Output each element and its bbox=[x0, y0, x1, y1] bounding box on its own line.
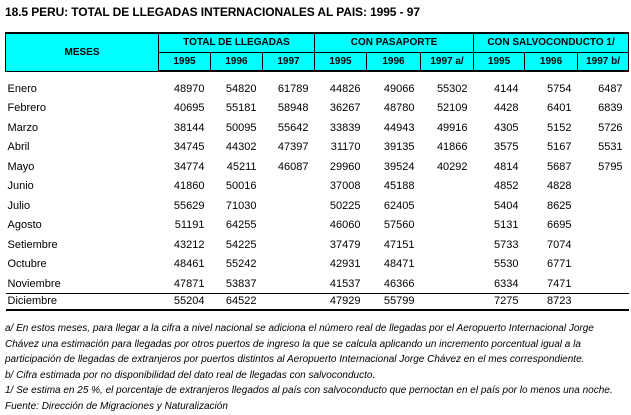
page-title: 18.5 PERU: TOTAL DE LLEGADAS INTERNACIONALES AL PAIS: 1995 - 97 bbox=[5, 5, 420, 19]
value-cell bbox=[578, 196, 629, 216]
value-cell: 36267 bbox=[329, 102, 361, 115]
arrivals-table bbox=[5, 32, 629, 311]
value-cell: 7074 bbox=[547, 238, 572, 251]
value-cell: 43212 bbox=[173, 238, 205, 251]
year-header: 1996 bbox=[525, 52, 578, 71]
value-cell bbox=[263, 177, 315, 197]
table-row bbox=[6, 235, 629, 255]
value-cell: 6695 bbox=[547, 219, 572, 232]
value-cell bbox=[578, 177, 629, 197]
value-cell: 52109 bbox=[436, 102, 468, 115]
value-cell: 41866 bbox=[436, 141, 468, 154]
value-cell: 62405 bbox=[383, 199, 415, 212]
value-cell: 33839 bbox=[329, 121, 361, 134]
footnotes bbox=[5, 321, 631, 415]
value-cell: 34774 bbox=[173, 160, 205, 173]
table-row bbox=[6, 216, 629, 236]
year-header: 1997 bbox=[263, 52, 315, 71]
month-cell: Agosto bbox=[7, 219, 42, 232]
footnote-line: 1/ Se estima en 25 %, el porcentaje de extranjeros llegados al país con salvoconducto que pernoctan en el país por lo menos una noche. bbox=[5, 385, 613, 397]
value-cell bbox=[578, 274, 629, 294]
value-cell: 5131 bbox=[494, 219, 519, 232]
table-row bbox=[6, 177, 629, 197]
value-cell: 45188 bbox=[383, 180, 415, 193]
year-header: 1995 bbox=[315, 52, 367, 71]
table-row bbox=[6, 138, 629, 158]
value-cell: 55242 bbox=[225, 258, 257, 271]
value-cell bbox=[263, 196, 315, 216]
value-cell: 6487 bbox=[598, 82, 623, 95]
group-header-con-salvoconducto: CON SALVOCONDUCTO 1/ bbox=[474, 33, 629, 52]
value-cell bbox=[578, 294, 629, 310]
value-cell bbox=[578, 216, 629, 236]
value-cell: 55799 bbox=[367, 294, 421, 310]
value-cell bbox=[421, 196, 474, 216]
value-cell: 58948 bbox=[277, 102, 309, 115]
value-cell: 29960 bbox=[329, 160, 361, 173]
meses-header: MESES bbox=[6, 33, 159, 71]
value-cell: 4828 bbox=[547, 180, 572, 193]
value-cell: 46366 bbox=[383, 277, 415, 290]
month-cell: Abril bbox=[7, 141, 30, 154]
value-cell: 46087 bbox=[277, 160, 309, 173]
value-cell: 41537 bbox=[329, 277, 361, 290]
value-cell bbox=[263, 235, 315, 255]
value-cell: 48461 bbox=[173, 258, 205, 271]
year-header: 1995 bbox=[159, 52, 211, 71]
value-cell: 47871 bbox=[173, 277, 205, 290]
value-cell: 51191 bbox=[174, 219, 205, 232]
value-cell: 4144 bbox=[494, 82, 519, 95]
value-cell: 49916 bbox=[436, 121, 468, 134]
value-cell: 54225 bbox=[225, 238, 257, 251]
value-cell: 55642 bbox=[277, 121, 309, 134]
value-cell: 40695 bbox=[173, 102, 205, 115]
month-cell: Setiembre bbox=[7, 238, 58, 251]
month-cell: Junio bbox=[7, 180, 34, 193]
value-cell: 8625 bbox=[547, 199, 572, 212]
value-cell: 50225 bbox=[329, 199, 361, 212]
year-header: 1995 bbox=[474, 52, 525, 71]
value-cell: 54820 bbox=[225, 82, 257, 95]
value-cell: 48780 bbox=[383, 102, 415, 115]
value-cell bbox=[578, 255, 629, 275]
value-cell: 5404 bbox=[494, 199, 519, 212]
value-cell bbox=[421, 235, 474, 255]
month-cell: Mayo bbox=[7, 160, 35, 173]
month-cell: Enero bbox=[7, 82, 37, 95]
month-cell: Julio bbox=[7, 199, 31, 212]
value-cell bbox=[263, 255, 315, 275]
value-cell: 37008 bbox=[329, 180, 361, 193]
value-cell: 50016 bbox=[225, 180, 257, 193]
value-cell bbox=[263, 294, 315, 310]
month-cell: Febrero bbox=[7, 102, 47, 115]
value-cell: 5754 bbox=[547, 82, 572, 95]
table-row bbox=[6, 118, 629, 138]
footnote-line: b/ Cifra estimada por no disponibilidad del dato real de llegadas con salvoconducto. bbox=[5, 369, 376, 381]
value-cell: 37479 bbox=[329, 238, 361, 251]
footnote-line: Chávez una estimación para llegadas por otros puertos de ingreso la que se calcula aplicando un incremento porcentual igual a la bbox=[5, 338, 581, 350]
value-cell: 45211 bbox=[226, 160, 257, 173]
value-cell: 8723 bbox=[525, 294, 578, 310]
value-cell: 7275 bbox=[474, 294, 525, 310]
year-header: 1996 bbox=[367, 52, 421, 71]
value-cell: 41860 bbox=[173, 180, 205, 193]
value-cell: 38144 bbox=[173, 121, 205, 134]
table-row bbox=[6, 157, 629, 177]
footnote-line: Fuente: Dirección de Migraciones y Naturalización bbox=[5, 400, 228, 412]
value-cell: 5530 bbox=[494, 258, 519, 271]
value-cell: 64522 bbox=[211, 294, 263, 310]
value-cell: 4305 bbox=[494, 121, 519, 134]
value-cell: 50095 bbox=[225, 121, 257, 134]
value-cell: 5167 bbox=[547, 141, 572, 154]
table-row bbox=[6, 196, 629, 216]
value-cell: 5795 bbox=[598, 160, 623, 173]
value-cell: 57560 bbox=[383, 219, 415, 232]
year-header: 1996 bbox=[211, 52, 263, 71]
value-cell: 4814 bbox=[494, 160, 519, 173]
value-cell: 5733 bbox=[494, 238, 519, 251]
value-cell: 55302 bbox=[436, 82, 468, 95]
value-cell: 7471 bbox=[547, 277, 572, 290]
value-cell bbox=[421, 177, 474, 197]
value-cell bbox=[421, 274, 474, 294]
table-row bbox=[6, 294, 629, 310]
value-cell: 4852 bbox=[494, 180, 519, 193]
value-cell: 49066 bbox=[383, 82, 415, 95]
value-cell: 39524 bbox=[383, 160, 415, 173]
value-cell: 6771 bbox=[547, 258, 572, 271]
year-header: 1997 a/ bbox=[421, 52, 474, 71]
month-cell: Octubre bbox=[7, 258, 47, 271]
value-cell bbox=[421, 294, 474, 310]
month-cell: Diciembre bbox=[6, 294, 159, 310]
value-cell: 55629 bbox=[173, 199, 205, 212]
value-cell: 5726 bbox=[598, 121, 623, 134]
value-cell bbox=[421, 216, 474, 236]
value-cell: 4428 bbox=[494, 102, 519, 115]
value-cell: 39135 bbox=[383, 141, 415, 154]
value-cell: 34745 bbox=[173, 141, 205, 154]
group-header-con-pasaporte: CON PASAPORTE bbox=[315, 33, 474, 52]
value-cell: 5687 bbox=[547, 160, 572, 173]
group-header-total-llegadas: TOTAL DE LLEGADAS bbox=[159, 33, 315, 52]
table-row bbox=[6, 255, 629, 275]
value-cell: 5152 bbox=[547, 121, 572, 134]
value-cell bbox=[421, 255, 474, 275]
value-cell: 61789 bbox=[277, 82, 309, 95]
table-header bbox=[6, 33, 629, 71]
value-cell bbox=[263, 274, 315, 294]
value-cell bbox=[263, 216, 315, 236]
value-cell: 44943 bbox=[383, 121, 415, 134]
table-row bbox=[6, 99, 629, 119]
value-cell: 42931 bbox=[329, 258, 361, 271]
value-cell: 31170 bbox=[330, 141, 361, 154]
value-cell: 46060 bbox=[329, 219, 361, 232]
month-cell: Marzo bbox=[7, 121, 39, 134]
value-cell: 40292 bbox=[436, 160, 468, 173]
table-row bbox=[6, 79, 629, 99]
value-cell: 71030 bbox=[225, 199, 257, 212]
footnote-line: a/ En estos meses, para llegar a la cifra a nivel nacional se adiciona el número real de llegadas por el Aeropuerto Internacional Jorge bbox=[5, 323, 594, 334]
value-cell: 47397 bbox=[277, 141, 309, 154]
value-cell: 44826 bbox=[329, 82, 361, 95]
month-cell: Noviembre bbox=[7, 277, 61, 290]
spacer-row bbox=[6, 71, 629, 79]
value-cell: 44302 bbox=[225, 141, 257, 154]
value-cell: 5531 bbox=[598, 141, 623, 154]
value-cell: 6839 bbox=[598, 102, 623, 115]
value-cell: 48970 bbox=[173, 82, 205, 95]
value-cell: 53837 bbox=[225, 277, 257, 290]
value-cell: 47151 bbox=[383, 238, 415, 251]
year-header: 1997 b/ bbox=[578, 52, 629, 71]
value-cell: 48471 bbox=[383, 258, 415, 271]
footnote-line: participación de llegadas de extranjeros por puertos distintos al Aeropuerto Internacional Jorge Chávez en el mes correspondiente. bbox=[5, 354, 585, 366]
value-cell: 3575 bbox=[494, 141, 519, 154]
table-row bbox=[6, 274, 629, 294]
value-cell: 47929 bbox=[315, 294, 367, 310]
value-cell bbox=[578, 235, 629, 255]
value-cell: 6334 bbox=[494, 277, 519, 290]
value-cell: 6401 bbox=[547, 102, 572, 115]
value-cell: 55181 bbox=[225, 102, 257, 115]
value-cell: 55204 bbox=[159, 294, 211, 310]
table-body bbox=[6, 71, 629, 310]
value-cell: 64255 bbox=[225, 219, 257, 232]
